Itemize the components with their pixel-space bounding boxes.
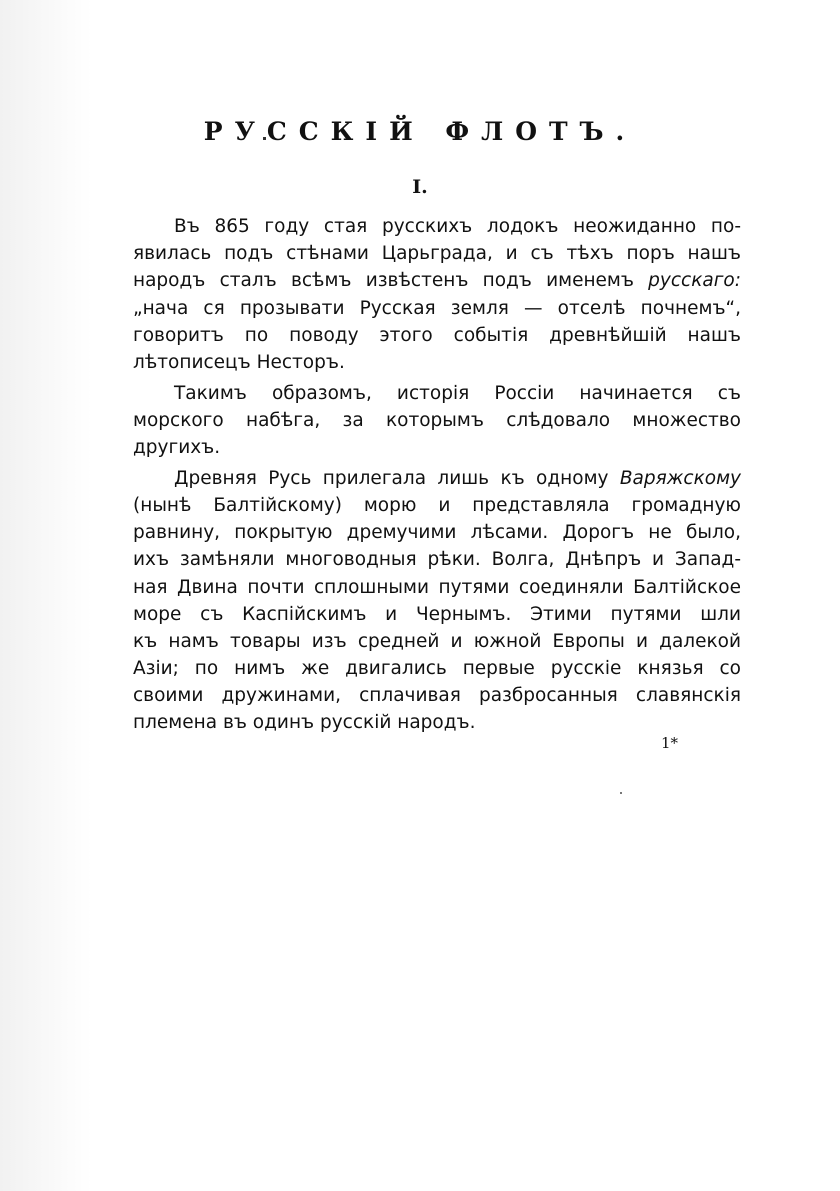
text-line <box>133 408 741 434</box>
text-span: „нача ся прозывати Русская земля — отселѣ почнемъ“, <box>133 298 741 319</box>
page-title: РУССКІЙ ФЛОТЪ. <box>203 117 637 146</box>
text-line <box>133 710 741 736</box>
text-span: лѣтописецъ Несторъ. <box>133 352 345 373</box>
text-span: ихъ замѣняли многоводныя рѣки. Волга, Днѣпръ и Запад- <box>133 549 741 570</box>
text-span: къ намъ товары изъ средней и южной Европы и далекой <box>133 631 741 652</box>
italic-term: Варяжскому <box>619 468 741 489</box>
text-span: Азіи; по нимъ же двигались первые русскіе князья со <box>133 658 741 679</box>
text-line <box>133 629 741 655</box>
text-span: другихъ. <box>133 437 221 458</box>
text-line <box>133 520 741 546</box>
text-span: говоритъ по поводу этого событія древнѣйшій нашъ <box>133 325 741 346</box>
text-line <box>133 435 741 461</box>
text-line <box>133 656 741 682</box>
text-span: своими дружинами, сплачивая разбросанныя славянскія <box>133 685 741 706</box>
text-line <box>133 602 741 628</box>
text-line <box>133 296 741 322</box>
text-span: ная Двина почти сплошными путями соединяли Балтійское <box>133 577 741 598</box>
text-span: племена въ одинъ русскій народъ. <box>133 712 476 733</box>
text-line <box>174 381 741 407</box>
text-line <box>133 547 741 573</box>
text-span: Древняя Русь прилегала лишь къ одному <box>174 468 620 489</box>
text-span: народъ сталъ всѣмъ извѣстенъ подъ именемъ <box>133 270 649 291</box>
text-line <box>174 214 741 240</box>
text-line <box>133 493 741 519</box>
text-span: равнину, покрытую дремучими лѣсами. Дорогъ не было, <box>133 522 741 543</box>
text-line <box>133 575 741 601</box>
text-line <box>133 350 741 376</box>
text-line <box>133 241 741 267</box>
signature-mark: 1* <box>661 734 679 752</box>
text-span: (нынѣ Балтійскому) морю и представляла громадную <box>133 495 741 516</box>
print-speck <box>620 792 622 794</box>
text-span: море съ Каспійскимъ и Чернымъ. Этими путями шли <box>133 604 741 625</box>
text-line <box>133 683 741 709</box>
italic-term: русскаго: <box>648 270 741 291</box>
text-line <box>174 466 741 492</box>
text-span: явилась подъ стѣнами Царьграда, и съ тѣхъ поръ нашъ <box>133 243 741 264</box>
text-line <box>133 268 741 294</box>
section-numeral: I. <box>412 176 428 198</box>
text-span: морского набѣга, за которымъ слѣдовало множество <box>133 410 741 431</box>
text-span: Такимъ образомъ, исторія Россіи начинается съ <box>174 383 741 404</box>
text-line <box>133 323 741 349</box>
text-span: Въ 865 году стая русскихъ лодокъ неожиданно по- <box>174 216 741 237</box>
